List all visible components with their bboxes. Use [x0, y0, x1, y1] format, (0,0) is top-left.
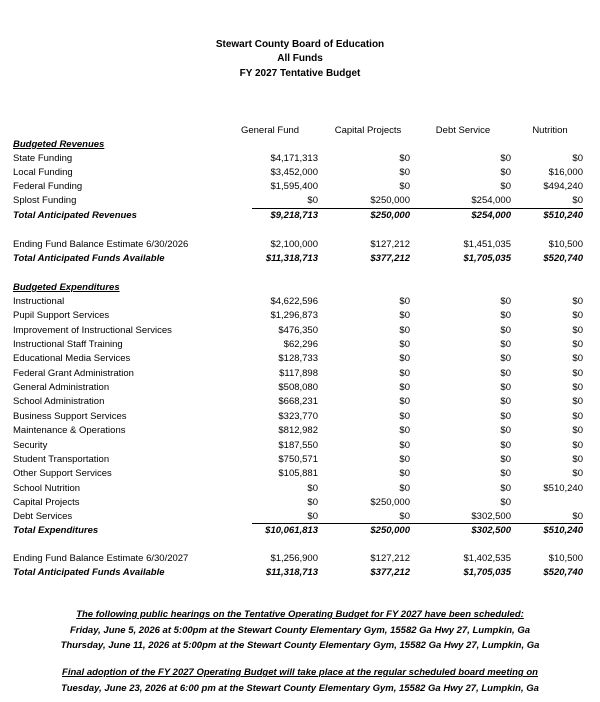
hearing-date-1: Friday, June 5, 2026 at 5:00pm at the Stewart County Elementary Gym, 15582 Ga Hwy 27, Lumpkin, Ga — [69, 625, 531, 636]
table-row: School Administration $668,231 $0 $0 $0 — [13, 396, 583, 408]
table-row: Debt Services $0 $0 $302,500 $0 — [13, 511, 583, 523]
adoption-notice-title: Final adoption of the FY 2027 Operating Budget will take place at the regular scheduled board meeting on — [62, 667, 538, 678]
table-row: Improvement of Instructional Services $476,350 $0 $0 $0 — [13, 324, 583, 336]
column-header-nutrition: Nutrition — [532, 125, 568, 136]
section-heading-revenues: Budgeted Revenues — [13, 139, 105, 150]
table-row: Local Funding $3,452,000 $0 $0 $16,000 — [13, 167, 583, 178]
table-row: Instructional Staff Training $62,296 $0 $0 $0 — [13, 339, 583, 351]
table-row: Capital Projects $0 $250,000 $0 — [13, 496, 511, 508]
table-row: Business Support Services $323,770 $0 $0 $0 — [13, 410, 583, 422]
hearing-date-2: Thursday, June 11, 2026 at 5:00pm at the Stewart County Elementary Gym, 15582 Ga Hwy 27, Lumpkin, Ga — [60, 640, 540, 651]
total-row-expenditures: Total Expenditures $10,061,813 $250,000 $302,500 $510,240 — [13, 525, 583, 536]
table-row: Other Support Services $105,881 $0 $0 $0 — [13, 468, 583, 480]
table-row: Federal Grant Administration $117,898 $0 $0 $0 — [13, 367, 583, 379]
total-row-funds-available: Total Anticipated Funds Available $11,318,713 $377,212 $1,705,035 $520,740 — [13, 253, 583, 264]
table-row: School Nutrition $0 $0 $0 $510,240 — [13, 482, 583, 494]
expenditures-total-rule — [252, 523, 583, 524]
section-heading-expenditures: Budgeted Expenditures — [13, 282, 120, 293]
table-row: General Administration $508,080 $0 $0 $0 — [13, 382, 583, 394]
hearings-notice-title: The following public hearings on the Tentative Operating Budget for FY 2027 have been scheduled: — [76, 609, 524, 620]
total-row-ending-funds-available: Total Anticipated Funds Available $11,318,713 $377,212 $1,705,035 $520,740 — [13, 567, 583, 578]
table-row: Ending Fund Balance Estimate 6/30/2027 $1,256,900 $127,212 $1,402,535 $10,500 — [13, 553, 583, 564]
table-row: Security $187,550 $0 $0 $0 — [13, 439, 583, 451]
table-row: State Funding $4,171,313 $0 $0 $0 — [13, 153, 583, 164]
table-row: Student Transportation $750,571 $0 $0 $0 — [13, 453, 583, 465]
table-row: Federal Funding $1,595,400 $0 $0 $494,240 — [13, 181, 583, 192]
document-title: Stewart County Board of Education — [215, 39, 385, 50]
table-row: Pupil Support Services $1,296,873 $0 $0 $0 — [13, 310, 583, 322]
table-row: Ending Fund Balance Estimate 6/30/2026 $2,100,000 $127,212 $1,451,035 $10,500 — [13, 239, 583, 250]
table-row: Maintenance & Operations $812,982 $0 $0 $0 — [13, 425, 583, 437]
column-header-capital-projects: Capital Projects — [334, 125, 402, 136]
column-header-row — [0, 125, 600, 139]
column-header-debt-service: Debt Service — [435, 125, 491, 136]
table-row: Instructional $4,622,596 $0 $0 $0 — [13, 296, 583, 307]
table-row: Educational Media Services $128,733 $0 $0 $0 — [13, 353, 583, 365]
column-header-general-fund: General Fund — [240, 125, 300, 136]
table-row: Splost Funding $0 $250,000 $254,000 $0 — [13, 195, 583, 206]
revenues-total-rule — [252, 208, 583, 209]
document-budget-title: FY 2027 Tentative Budget — [239, 68, 361, 79]
adoption-date: Tuesday, June 23, 2026 at 6:00 pm at the Stewart County Elementary Gym, 15582 Ga Hwy 27, Lumpkin, Ga — [61, 683, 539, 694]
document-subtitle: All Funds — [277, 53, 323, 64]
total-row-revenues: Total Anticipated Revenues $9,218,713 $250,000 $254,000 $510,240 — [13, 210, 583, 221]
